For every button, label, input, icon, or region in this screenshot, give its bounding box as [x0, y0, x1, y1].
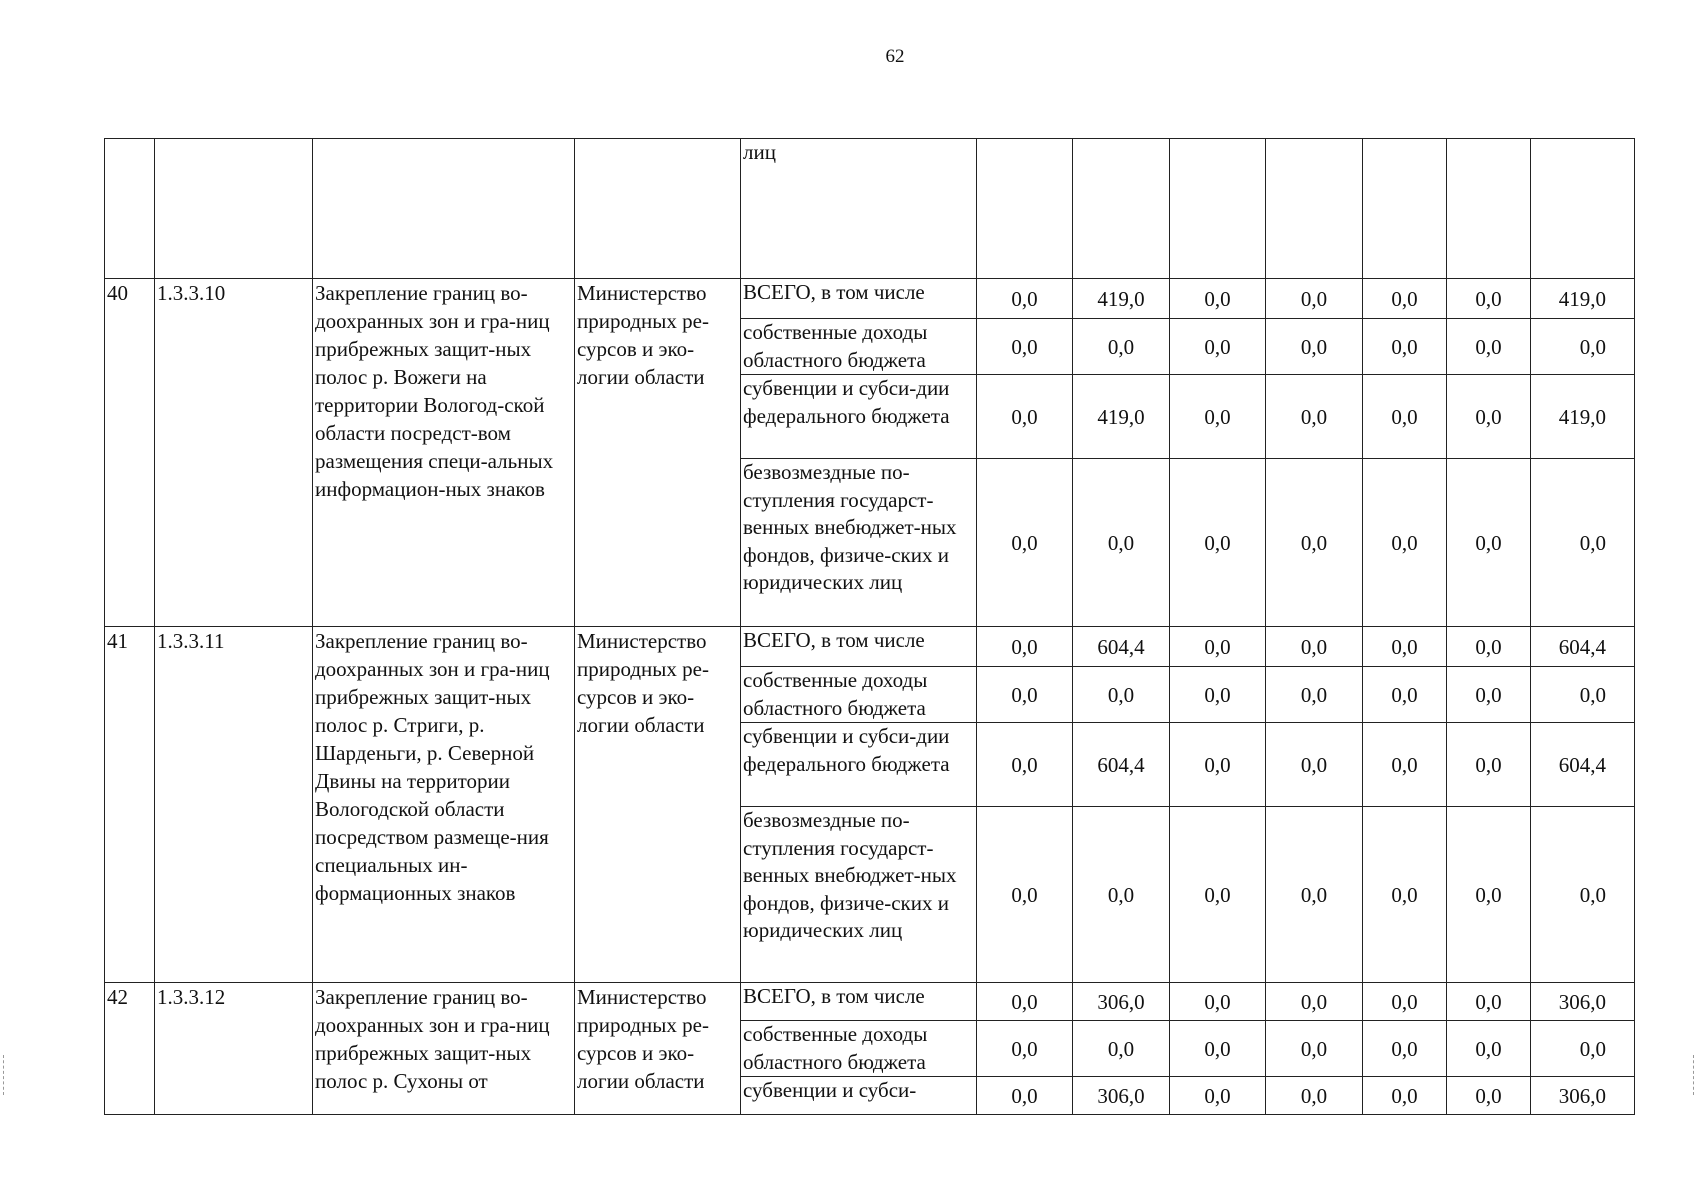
source-label: собственные доходы областного бюджета — [741, 1021, 977, 1077]
scan-edge-mark — [3, 1055, 5, 1095]
amount-cell: 0,0 — [1447, 983, 1531, 1021]
amount-cell: 0,0 — [1073, 459, 1170, 627]
amount-cell: 306,0 — [1531, 1077, 1635, 1115]
amount-cell: 0,0 — [1170, 627, 1266, 667]
amount-cell: 0,0 — [1266, 983, 1363, 1021]
amount-cell: 0,0 — [1170, 1021, 1266, 1077]
amount-cell: 0,0 — [977, 1021, 1073, 1077]
cell-empty — [313, 139, 575, 279]
source-label: лиц — [741, 139, 977, 279]
cell-empty — [977, 139, 1073, 279]
cell-empty — [1531, 139, 1635, 279]
row-number: 40 — [105, 279, 155, 627]
amount-cell: 0,0 — [1266, 627, 1363, 667]
amount-cell: 0,0 — [1447, 279, 1531, 319]
amount-cell: 0,0 — [1266, 375, 1363, 459]
table-row-continuation — [105, 139, 1635, 279]
table-row — [105, 627, 1635, 667]
source-label: субвенции и субси-дии федерального бюджета — [741, 723, 977, 807]
source-label: собственные доходы областного бюджета — [741, 667, 977, 723]
amount-cell: 0,0 — [1363, 627, 1447, 667]
amount-cell: 0,0 — [1170, 279, 1266, 319]
amount-cell: 0,0 — [1531, 1021, 1635, 1077]
amount-cell: 0,0 — [1073, 319, 1170, 375]
amount-cell: 0,0 — [1363, 807, 1447, 983]
cell-empty — [575, 139, 741, 279]
amount-cell: 306,0 — [1073, 1077, 1170, 1115]
amount-cell: 0,0 — [977, 375, 1073, 459]
amount-cell: 0,0 — [1363, 1021, 1447, 1077]
executor-name: Министерство природных ре-сурсов и эко-логии области — [575, 627, 741, 983]
amount-cell: 0,0 — [1363, 723, 1447, 807]
amount-cell: 0,0 — [977, 667, 1073, 723]
funding-table — [104, 138, 1635, 1115]
amount-cell: 0,0 — [1073, 807, 1170, 983]
amount-cell: 419,0 — [1073, 375, 1170, 459]
amount-cell: 0,0 — [1363, 319, 1447, 375]
amount-cell: 0,0 — [1363, 459, 1447, 627]
amount-cell: 0,0 — [1447, 627, 1531, 667]
row-number: 41 — [105, 627, 155, 983]
amount-cell: 419,0 — [1531, 375, 1635, 459]
amount-cell: 0,0 — [977, 279, 1073, 319]
amount-cell: 0,0 — [977, 627, 1073, 667]
amount-cell: 0,0 — [1447, 1021, 1531, 1077]
measure-name: Закрепление границ во-доохранных зон и гра-ниц прибрежных защит-ных полос р. Вожеги на территории Вологод-ской области посредст-вом размещения специ-альных информацион-ных знаков — [313, 279, 575, 627]
amount-cell: 306,0 — [1531, 983, 1635, 1021]
measure-code: 1.3.3.12 — [155, 983, 313, 1115]
amount-cell: 0,0 — [1363, 375, 1447, 459]
cell-empty — [1266, 139, 1363, 279]
amount-cell: 419,0 — [1073, 279, 1170, 319]
amount-cell: 0,0 — [1170, 319, 1266, 375]
amount-cell: 0,0 — [1266, 459, 1363, 627]
amount-cell: 0,0 — [1363, 983, 1447, 1021]
source-label: безвозмездные по-ступления государст-венных внебюджет-ных фондов, физиче-ских и юридических лиц — [741, 807, 977, 983]
amount-cell: 0,0 — [1363, 1077, 1447, 1115]
measure-code: 1.3.3.10 — [155, 279, 313, 627]
page-number: 62 — [885, 46, 905, 67]
amount-cell: 0,0 — [1363, 279, 1447, 319]
source-label: ВСЕГО, в том числе — [741, 279, 977, 319]
amount-cell: 0,0 — [1531, 459, 1635, 627]
amount-cell: 0,0 — [1170, 667, 1266, 723]
amount-cell: 0,0 — [1266, 667, 1363, 723]
amount-cell: 0,0 — [977, 459, 1073, 627]
source-label: субвенции и субси- — [741, 1077, 977, 1115]
amount-cell: 0,0 — [1447, 1077, 1531, 1115]
amount-cell: 0,0 — [977, 1077, 1073, 1115]
amount-cell: 419,0 — [1531, 279, 1635, 319]
table-row — [105, 983, 1635, 1021]
amount-cell: 0,0 — [1170, 807, 1266, 983]
amount-cell: 604,4 — [1531, 627, 1635, 667]
amount-cell: 0,0 — [977, 319, 1073, 375]
source-label: ВСЕГО, в том числе — [741, 627, 977, 667]
amount-cell: 0,0 — [977, 983, 1073, 1021]
cell-empty — [1363, 139, 1447, 279]
amount-cell: 0,0 — [1170, 723, 1266, 807]
amount-cell: 0,0 — [1170, 983, 1266, 1021]
amount-cell: 0,0 — [1073, 667, 1170, 723]
amount-cell: 604,4 — [1073, 723, 1170, 807]
amount-cell: 0,0 — [1447, 459, 1531, 627]
amount-cell: 0,0 — [1266, 723, 1363, 807]
amount-cell: 0,0 — [1170, 1077, 1266, 1115]
amount-cell: 0,0 — [1447, 375, 1531, 459]
amount-cell: 0,0 — [1363, 667, 1447, 723]
amount-cell: 0,0 — [1447, 807, 1531, 983]
amount-cell: 0,0 — [1170, 375, 1266, 459]
amount-cell: 0,0 — [1447, 667, 1531, 723]
amount-cell: 0,0 — [1447, 319, 1531, 375]
row-number: 42 — [105, 983, 155, 1115]
source-label: ВСЕГО, в том числе — [741, 983, 977, 1021]
cell-empty — [1170, 139, 1266, 279]
amount-cell: 0,0 — [1531, 667, 1635, 723]
amount-cell: 604,4 — [1531, 723, 1635, 807]
measure-name: Закрепление границ во-доохранных зон и гра-ниц прибрежных защит-ных полос р. Сухоны от — [313, 983, 575, 1115]
amount-cell: 0,0 — [1266, 1021, 1363, 1077]
amount-cell: 0,0 — [1170, 459, 1266, 627]
executor-name: Министерство природных ре-сурсов и эко-логии области — [575, 279, 741, 627]
executor-name: Министерство природных ре-сурсов и эко-логии области — [575, 983, 741, 1115]
cell-empty — [1073, 139, 1170, 279]
source-label: безвозмездные по-ступления государст-венных внебюджет-ных фондов, физиче-ских и юридических лиц — [741, 459, 977, 627]
amount-cell: 0,0 — [1073, 1021, 1170, 1077]
amount-cell: 0,0 — [1266, 319, 1363, 375]
measure-name: Закрепление границ во-доохранных зон и гра-ниц прибрежных защит-ных полос р. Стриги, р. Шарденьги, р. Северной Двины на территории Вологодской области посредством размеще-ния специальных ин-формационных знаков — [313, 627, 575, 983]
amount-cell: 0,0 — [1266, 279, 1363, 319]
amount-cell: 0,0 — [977, 807, 1073, 983]
amount-cell: 0,0 — [1531, 807, 1635, 983]
source-label: субвенции и субси-дии федерального бюджета — [741, 375, 977, 459]
amount-cell: 0,0 — [1447, 723, 1531, 807]
measure-code: 1.3.3.11 — [155, 627, 313, 983]
cell-empty — [155, 139, 313, 279]
cell-empty — [105, 139, 155, 279]
cell-empty — [1447, 139, 1531, 279]
amount-cell: 0,0 — [1266, 1077, 1363, 1115]
source-label: собственные доходы областного бюджета — [741, 319, 977, 375]
amount-cell: 306,0 — [1073, 983, 1170, 1021]
amount-cell: 0,0 — [977, 723, 1073, 807]
amount-cell: 604,4 — [1073, 627, 1170, 667]
amount-cell: 0,0 — [1266, 807, 1363, 983]
scan-edge-mark — [1693, 1055, 1695, 1095]
amount-cell: 0,0 — [1531, 319, 1635, 375]
table-body — [105, 139, 1635, 1115]
table-row — [105, 279, 1635, 319]
